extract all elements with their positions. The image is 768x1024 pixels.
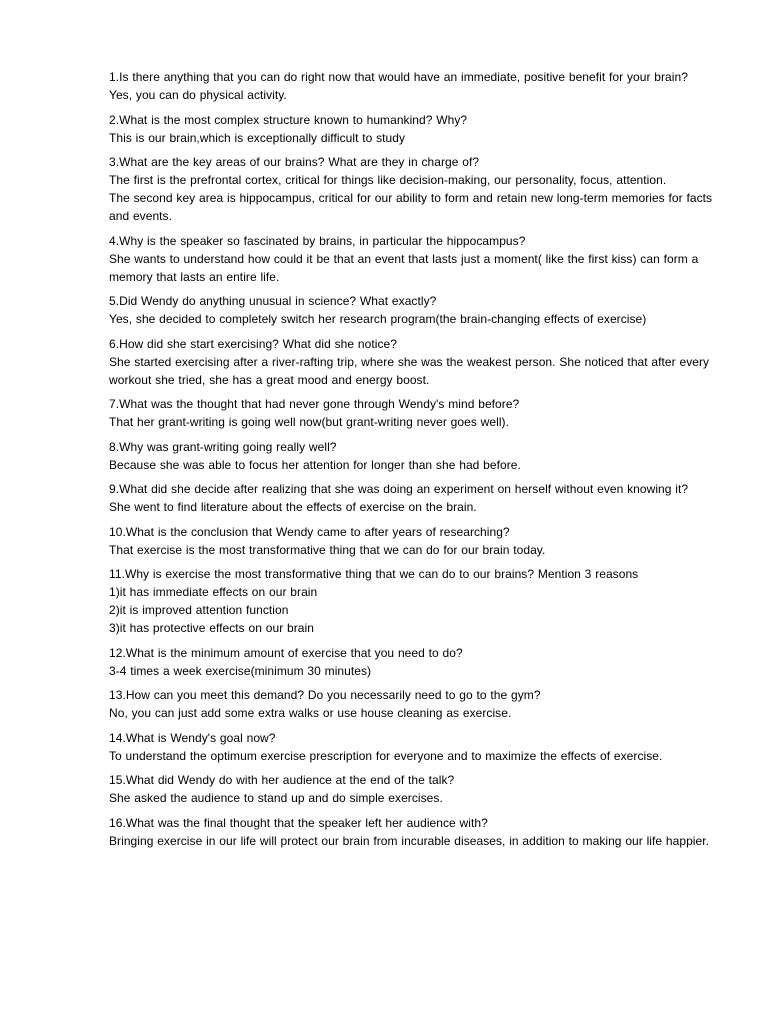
qa-item-14 — [109, 729, 721, 765]
answer-text: 3-4 times a week exercise(minimum 30 minutes) — [109, 663, 372, 678]
question-text: 4.Why is the speaker so fascinated by brains, in particular the hippocampus? — [109, 233, 526, 248]
question-text: 1.Is there anything that you can do right now that would have an immediate, positive benefit for your brain? — [109, 70, 688, 84]
question-text: 6.How did she start exercising? What did she notice? — [109, 336, 397, 351]
answer-text: That her grant-writing is going well now(but grant-writing never goes well). — [109, 415, 509, 429]
question-text: 12.What is the minimum amount of exercise that you need to do? — [109, 645, 463, 660]
qa-item-10 — [109, 523, 721, 559]
answer-text: Yes, she decided to completely switch her research program(the brain-changing effects of exercise) — [109, 312, 647, 326]
qa-item-11 — [109, 565, 721, 637]
qa-item-15 — [109, 771, 721, 807]
qa-item-8 — [109, 438, 721, 474]
question-text: 7.What was the thought that had never gone through Wendy's mind before? — [109, 397, 520, 411]
qa-item-7 — [109, 395, 721, 431]
qa-item-9 — [109, 480, 721, 516]
answer-text: To understand the optimum exercise prescription for everyone and to maximize the effects of exercise. — [109, 748, 663, 763]
answer-text: 3)it has protective effects on our brain — [109, 621, 314, 635]
answer-text: The second key area is hippocampus, critical for our ability to form and retain new long-term memories for facts and events. — [109, 191, 713, 223]
answer-text: Because she was able to focus her attention for longer than she had before. — [109, 457, 521, 472]
question-text: 10.What is the conclusion that Wendy came to after years of researching? — [109, 524, 510, 539]
question-text: 5.Did Wendy do anything unusual in science? What exactly? — [109, 294, 437, 308]
question-text: 15.What did Wendy do with her audience at the end of the talk? — [109, 773, 455, 787]
qa-item-2 — [109, 111, 721, 147]
qa-item-13 — [109, 686, 721, 722]
answer-text: No, you can just add some extra walks or use house cleaning as exercise. — [109, 706, 512, 720]
question-text: 11.Why is exercise the most transformative thing that we can do to our brains? Mention 3 reasons — [109, 567, 639, 581]
answer-text: That exercise is the most transformative thing that we can do for our brain today. — [109, 542, 546, 557]
answer-text: This is our brain,which is exceptionally difficult to study — [109, 130, 406, 145]
answer-text: Yes, you can do physical activity. — [109, 88, 287, 102]
question-text: 2.What is the most complex structure known to humankind? Why? — [109, 112, 468, 127]
answer-text: The first is the prefrontal cortex, critical for things like decision-making, our personality, focus, attention. — [109, 173, 667, 187]
answer-text: She went to find literature about the effects of exercise on the brain. — [109, 500, 477, 514]
answer-text: Bringing exercise in our life will protect our brain from incurable diseases, in addition to making our life happier. — [109, 833, 710, 848]
question-text: 8.Why was grant-writing going really well? — [109, 439, 337, 454]
qa-item-12 — [109, 644, 721, 680]
question-text: 14.What is Wendy's goal now? — [109, 730, 276, 745]
answer-text: 2)it is improved attention function — [109, 603, 289, 617]
question-text: 3.What are the key areas of our brains? What are they in charge of? — [109, 155, 480, 169]
question-text: 9.What did she decide after realizing that she was doing an experiment on herself without even knowing it? — [109, 482, 689, 496]
answer-text: She wants to understand how could it be that an event that lasts just a moment( like the first kiss) can form a memory that lasts an entire life. — [109, 251, 699, 284]
qa-list — [109, 68, 721, 856]
question-text: 13.How can you meet this demand? Do you necessarily need to go to the gym? — [109, 688, 541, 702]
qa-item-4 — [109, 232, 721, 286]
qa-item-5 — [109, 292, 721, 328]
answer-text: 1)it has immediate effects on our brain — [109, 585, 318, 599]
qa-item-3 — [109, 153, 721, 225]
qa-item-1 — [109, 68, 721, 104]
answer-text: She started exercising after a river-rafting trip, where she was the weakest person. She noticed that after every workout she tried, she has a great mood and energy boost. — [109, 354, 710, 387]
answer-text: She asked the audience to stand up and do simple exercises. — [109, 791, 443, 805]
question-text: 16.What was the final thought that the speaker left her audience with? — [109, 815, 488, 830]
qa-item-16 — [109, 814, 721, 850]
qa-item-6 — [109, 335, 721, 389]
